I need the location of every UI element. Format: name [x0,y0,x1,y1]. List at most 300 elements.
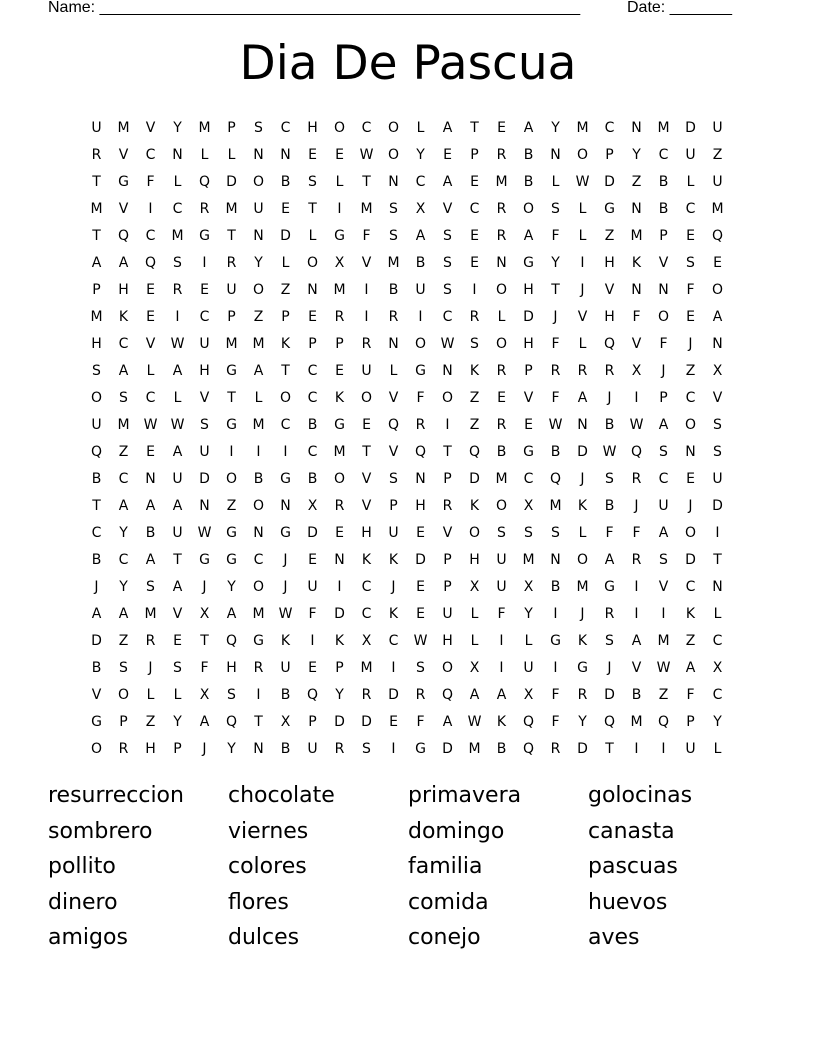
grid-letter: C [307,389,318,406]
grid-letter: N [280,146,291,163]
grid-letter: E [470,254,479,271]
grid-letter: G [226,551,237,568]
grid-letter: D [685,551,696,568]
grid-letter: F [605,524,614,541]
grid-letter: A [604,551,615,568]
grid-letter: I [580,254,585,271]
grid-letter: E [146,281,155,298]
grid-letter: I [256,443,261,460]
grid-letter: O [90,740,103,757]
grid-letter: R [496,416,507,433]
grid-letter: U [712,173,723,190]
grid-letter: M [549,497,562,514]
grid-letter: D [91,632,102,649]
grid-letter: A [442,713,453,730]
grid-letter: I [634,578,639,595]
grid-letter: U [685,146,696,163]
grid-letter: B [496,740,507,757]
grid-letter: C [712,632,723,649]
grid-letter: L [389,362,398,379]
word-list-item: conejo [408,925,481,950]
grid-letter: O [252,578,265,595]
grid-letter: G [334,416,345,433]
grid-letter: N [172,146,183,163]
grid-letter: K [685,605,696,622]
grid-letter: F [416,713,425,730]
grid-letter: N [199,497,210,514]
grid-letter: V [199,389,210,406]
grid-letter: Q [603,713,616,730]
grid-letter: O [225,470,238,487]
grid-letter: T [605,740,614,757]
grid-letter: M [117,416,130,433]
grid-letter: T [92,173,101,190]
grid-letter: D [523,308,534,325]
grid-letter: I [310,632,315,649]
grid-letter: D [577,740,588,757]
grid-letter: C [307,443,318,460]
grid-letter: V [442,524,453,541]
grid-letter: T [173,551,182,568]
grid-letter: A [226,605,237,622]
grid-letter: O [252,173,265,190]
grid-letter: G [415,362,426,379]
grid-letter: U [361,362,372,379]
grid-letter: X [280,713,291,730]
grid-letter: S [659,443,668,460]
grid-letter: Y [173,119,182,136]
grid-letter: R [172,281,183,298]
grid-letter: S [200,416,209,433]
grid-letter: C [280,119,291,136]
grid-letter: B [388,281,399,298]
grid-letter: V [172,605,183,622]
grid-letter: A [118,497,129,514]
grid-letter: P [470,146,479,163]
grid-letter: Q [225,632,238,649]
grid-letter: K [631,254,642,271]
grid-letter: V [388,443,399,460]
grid-letter: T [308,200,317,217]
grid-letter: I [661,740,666,757]
page-title: Dia De Pascua [239,36,577,91]
grid-letter: I [715,524,720,541]
grid-letter: J [661,362,666,379]
grid-letter: Q [414,443,427,460]
grid-letter: V [631,659,642,676]
grid-letter: E [173,632,182,649]
grid-letter: C [361,578,372,595]
grid-letter: E [308,146,317,163]
grid-letter: C [91,524,102,541]
grid-letter: Z [469,389,480,406]
grid-letter: E [308,659,317,676]
grid-letter: C [658,470,669,487]
grid-letter: D [307,524,318,541]
grid-letter: O [522,200,535,217]
letter-grid [83,114,731,762]
grid-letter: O [387,146,400,163]
grid-letter: P [227,119,236,136]
word-list-item: comida [408,889,489,915]
date-field: Date: _______ [627,0,732,16]
grid-letter: G [280,524,291,541]
grid-letter: J [148,659,153,676]
grid-letter: M [522,551,535,568]
grid-letter: V [604,281,615,298]
grid-letter: N [550,146,561,163]
grid-letter: H [145,740,156,757]
grid-letter: P [227,308,236,325]
grid-letter: P [443,551,452,568]
grid-letter: Q [657,713,670,730]
grid-letter: E [308,308,317,325]
grid-letter: X [199,605,210,622]
grid-letter: I [553,605,558,622]
grid-letter: M [171,227,184,244]
grid-letter: B [604,497,615,514]
grid-letter: A [118,605,129,622]
grid-letter: U [415,281,426,298]
grid-letter: A [172,362,183,379]
grid-letter: E [335,524,344,541]
grid-letter: K [577,632,588,649]
grid-letter: E [497,389,506,406]
grid-letter: G [91,713,102,730]
grid-letter: L [578,227,587,244]
grid-letter: A [658,416,669,433]
grid-letter: G [334,227,345,244]
grid-letter: S [659,551,668,568]
grid-letter: R [496,200,507,217]
grid-letter: S [605,470,614,487]
grid-letter: J [283,551,288,568]
grid-letter: T [713,551,722,568]
word-list [48,778,768,956]
grid-letter: E [389,713,398,730]
grid-letter: E [470,173,479,190]
grid-letter: E [146,308,155,325]
grid-letter: Q [225,713,238,730]
grid-letter: E [281,200,290,217]
grid-letter: S [119,659,128,676]
grid-letter: K [496,713,507,730]
grid-letter: O [684,416,697,433]
grid-letter: N [442,362,453,379]
grid-letter: C [361,605,372,622]
grid-letter: E [497,119,506,136]
grid-letter: X [469,659,480,676]
grid-letter: X [469,578,480,595]
grid-letter: Y [713,713,722,730]
grid-letter: U [712,470,723,487]
grid-letter: W [467,713,482,730]
grid-letter: S [713,443,722,460]
grid-letter: O [90,389,103,406]
grid-letter: O [468,524,481,541]
grid-letter: R [226,254,237,271]
grid-letter: F [659,335,668,352]
grid-letter: P [659,227,668,244]
grid-letter: A [631,632,642,649]
grid-letter: B [631,686,642,703]
grid-letter: Y [254,254,263,271]
grid-letter: R [118,740,129,757]
word-list-item: pollito [48,854,116,879]
grid-letter: N [388,173,399,190]
grid-letter: X [631,362,642,379]
grid-letter: I [391,740,396,757]
grid-letter: K [118,308,129,325]
grid-letter: B [496,443,507,460]
grid-letter: B [523,146,534,163]
grid-letter: U [307,740,318,757]
grid-letter: O [360,389,373,406]
header-line [48,0,748,19]
word-list-item: primavera [408,783,522,808]
grid-letter: R [145,632,156,649]
grid-letter: O [441,659,454,676]
grid-letter: J [607,659,612,676]
grid-letter: A [442,119,453,136]
grid-letter: J [634,497,639,514]
word-list-item: canasta [588,818,675,844]
grid-letter: O [306,254,319,271]
grid-letter: A [523,119,534,136]
grid-letter: P [605,146,614,163]
grid-letter: Z [118,443,129,460]
word-list-item: colores [228,854,307,879]
grid-letter: Q [306,686,319,703]
grid-letter: A [145,497,156,514]
grid-letter: U [712,119,723,136]
grid-letter: Z [253,308,264,325]
grid-letter: D [199,470,210,487]
grid-letter: P [119,713,128,730]
grid-letter: S [389,227,398,244]
grid-letter: L [524,632,533,649]
grid-letter: N [631,281,642,298]
grid-letter: M [576,119,589,136]
grid-letter: R [442,497,453,514]
grid-letter: C [388,632,399,649]
grid-letter: V [658,254,669,271]
grid-letter: D [685,119,696,136]
grid-letter: Z [631,173,642,190]
grid-letter: F [362,227,371,244]
grid-letter: E [470,227,479,244]
grid-letter: D [334,605,345,622]
grid-letter: J [580,605,585,622]
grid-letter: H [523,335,534,352]
grid-letter: C [280,416,291,433]
grid-letter: K [388,551,399,568]
grid-letter: Y [551,254,560,271]
grid-letter: X [523,578,534,595]
grid-letter: D [577,443,588,460]
grid-letter: N [685,443,696,460]
grid-letter: U [685,740,696,757]
grid-letter: L [173,173,182,190]
grid-letter: K [280,335,291,352]
grid-letter: L [497,308,506,325]
grid-letter: G [604,200,615,217]
grid-letter: P [308,713,317,730]
grid-letter: S [416,659,425,676]
grid-letter: Y [524,605,533,622]
grid-letter: M [333,443,346,460]
grid-letter: L [146,686,155,703]
grid-letter: V [712,389,723,406]
grid-letter: J [94,578,99,595]
word-list-item: aves [588,925,640,950]
grid-letter: M [90,308,103,325]
grid-letter: E [686,227,695,244]
grid-letter: O [333,119,346,136]
grid-letter: I [499,632,504,649]
grid-letter: M [117,119,130,136]
grid-letter: N [307,281,318,298]
grid-letter: Y [119,524,128,541]
grid-letter: G [415,740,426,757]
grid-letter: S [551,200,560,217]
grid-letter: B [253,470,264,487]
grid-letter: B [91,551,102,568]
grid-letter: G [226,524,237,541]
grid-letter: W [170,335,185,352]
grid-letter: R [415,416,426,433]
grid-letter: K [334,632,345,649]
grid-letter: S [146,578,155,595]
grid-letter: F [200,659,209,676]
grid-letter: P [92,281,101,298]
word-list-item: resurreccion [48,783,184,808]
grid-letter: K [388,605,399,622]
grid-letter: G [253,632,264,649]
grid-letter: R [577,686,588,703]
grid-letter: Q [144,254,157,271]
grid-letter: A [199,713,210,730]
grid-letter: C [307,362,318,379]
grid-letter: I [499,659,504,676]
grid-letter: J [580,281,585,298]
grid-letter: R [550,362,561,379]
grid-letter: M [576,578,589,595]
grid-letter: N [415,470,426,487]
grid-letter: E [200,281,209,298]
grid-letter: V [118,146,129,163]
grid-letter: R [631,470,642,487]
grid-letter: D [388,686,399,703]
grid-letter: M [252,416,265,433]
grid-letter: V [91,686,102,703]
grid-letter: E [416,578,425,595]
grid-letter: F [551,335,560,352]
grid-letter: Z [145,713,156,730]
grid-letter: D [469,470,480,487]
grid-letter: R [334,308,345,325]
grid-letter: L [713,740,722,757]
grid-letter: G [226,362,237,379]
grid-letter: Q [522,713,535,730]
grid-letter: U [253,200,264,217]
grid-letter: D [334,713,345,730]
grid-letter: L [173,686,182,703]
grid-letter: N [496,254,507,271]
grid-letter: S [551,524,560,541]
grid-letter: O [495,281,508,298]
word-list-item: dinero [48,889,118,915]
grid-letter: Z [685,362,696,379]
grid-letter: A [172,443,183,460]
grid-letter: A [118,254,129,271]
grid-letter: O [414,335,427,352]
grid-letter: J [688,335,693,352]
grid-letter: B [550,578,561,595]
grid-letter: A [685,659,696,676]
grid-letter: G [118,173,129,190]
grid-letter: J [688,497,693,514]
grid-letter: L [578,524,587,541]
grid-letter: T [362,173,371,190]
grid-letter: I [202,254,207,271]
grid-letter: E [443,146,452,163]
grid-letter: N [550,551,561,568]
grid-letter: R [496,146,507,163]
grid-letter: X [523,686,534,703]
grid-letter: M [657,119,670,136]
word-list-item: domingo [408,818,505,844]
grid-letter: I [634,389,639,406]
grid-letter: Q [441,686,454,703]
grid-letter: H [604,308,615,325]
grid-letter: G [523,254,534,271]
grid-letter: W [413,632,428,649]
grid-letter: Y [173,713,182,730]
grid-letter: M [495,173,508,190]
grid-letter: R [334,497,345,514]
grid-letter: I [175,308,180,325]
grid-letter: D [415,551,426,568]
grid-letter: W [143,416,158,433]
grid-letter: Y [335,686,344,703]
grid-letter: T [470,119,479,136]
grid-letter: H [307,119,318,136]
grid-letter: C [523,470,534,487]
grid-letter: I [337,578,342,595]
grid-letter: C [685,389,696,406]
grid-letter: P [389,497,398,514]
grid-letter: K [280,632,291,649]
grid-letter: L [686,173,695,190]
grid-letter: F [308,605,317,622]
grid-letter: L [578,200,587,217]
grid-letter: L [416,119,425,136]
grid-letter: C [199,308,210,325]
grid-letter: M [387,254,400,271]
grid-letter: F [146,173,155,190]
grid-letter: A [91,605,102,622]
grid-letter: V [577,308,588,325]
grid-letter: B [658,200,669,217]
grid-letter: B [550,443,561,460]
grid-letter: S [173,254,182,271]
grid-letter: E [416,524,425,541]
grid-letter: N [631,200,642,217]
grid-letter: I [148,200,153,217]
grid-letter: A [712,308,723,325]
grid-letter: X [334,254,345,271]
